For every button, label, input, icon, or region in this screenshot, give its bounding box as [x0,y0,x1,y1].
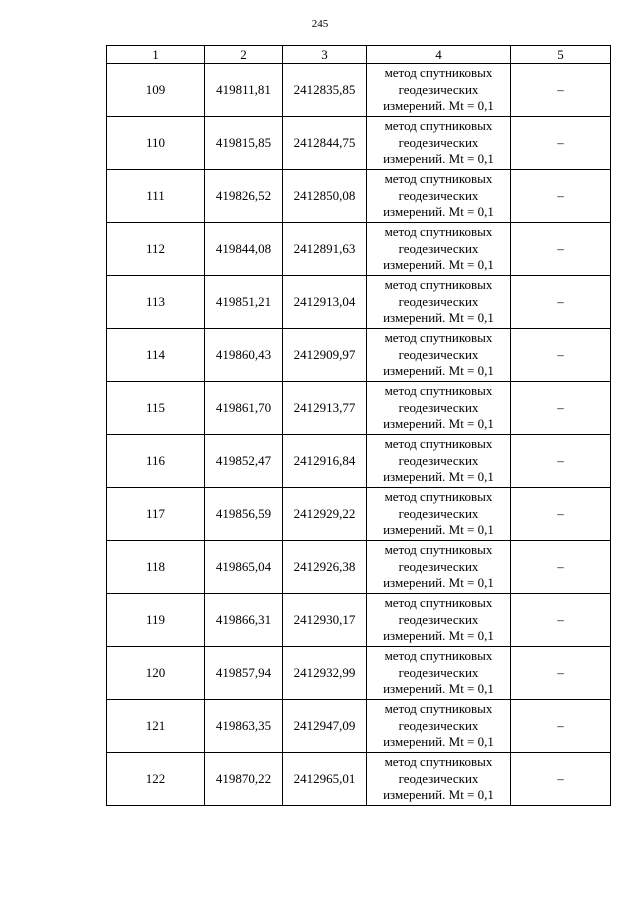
method-text-line: измерений. Mt = 0,1 [383,151,494,167]
x-coordinate-cell: 419811,81 [205,64,283,117]
table-row [107,594,611,647]
point-number-cell: 119 [107,594,205,647]
y-coordinate-cell: 2412926,38 [283,541,367,594]
method-text-line: измерений. Mt = 0,1 [383,416,494,432]
method-text-line: геодезических [398,346,479,362]
method-text-line: метод спутниковых [384,277,493,293]
method-text-line: метод спутниковых [384,542,493,558]
header-col-3: 3 [283,46,367,64]
x-coordinate-cell: 419852,47 [205,435,283,488]
x-coordinate-cell: 419856,59 [205,488,283,541]
point-number-cell: 116 [107,435,205,488]
x-coordinate-cell: 419815,85 [205,117,283,170]
y-coordinate-cell: 2412916,84 [283,435,367,488]
point-number-cell: 120 [107,647,205,700]
method-text-line: геодезических [398,505,479,521]
y-coordinate-cell: 2412909,97 [283,329,367,382]
method-text-line: метод спутниковых [384,171,493,187]
method-cell [367,329,511,382]
method-text-line: метод спутниковых [384,595,493,611]
method-cell [367,594,511,647]
method-text-line: метод спутниковых [384,754,493,770]
table-row [107,64,611,117]
table-row [107,223,611,276]
column-5-cell: – [511,647,611,700]
header-col-2: 2 [205,46,283,64]
header-col-5: 5 [511,46,611,64]
x-coordinate-cell: 419860,43 [205,329,283,382]
x-coordinate-cell: 419844,08 [205,223,283,276]
method-text-line: геодезических [398,399,479,415]
point-number-cell: 118 [107,541,205,594]
column-5-cell: – [511,594,611,647]
table-row [107,329,611,382]
column-5-cell: – [511,64,611,117]
column-5-cell: – [511,488,611,541]
method-text-line: метод спутниковых [384,330,493,346]
page-number: 245 [311,18,329,30]
column-5-cell: – [511,541,611,594]
y-coordinate-cell: 2412844,75 [283,117,367,170]
point-number-cell: 111 [107,170,205,223]
table-row [107,117,611,170]
point-number-cell: 110 [107,117,205,170]
point-number-cell: 117 [107,488,205,541]
table-row [107,382,611,435]
y-coordinate-cell: 2412850,08 [283,170,367,223]
y-coordinate-cell: 2412965,01 [283,753,367,806]
method-text-line: геодезических [398,134,479,150]
method-cell [367,170,511,223]
method-text-line: метод спутниковых [384,701,493,717]
method-text-line: измерений. Mt = 0,1 [383,681,494,697]
y-coordinate-cell: 2412947,09 [283,700,367,753]
method-cell [367,435,511,488]
method-text-line: измерений. Mt = 0,1 [383,734,494,750]
y-coordinate-cell: 2412930,17 [283,594,367,647]
method-text-line: измерений. Mt = 0,1 [383,98,494,114]
method-text-line: геодезических [398,664,479,680]
method-cell [367,117,511,170]
method-text-line: метод спутниковых [384,648,493,664]
x-coordinate-cell: 419861,70 [205,382,283,435]
x-coordinate-cell: 419865,04 [205,541,283,594]
method-text-line: метод спутниковых [384,436,493,452]
x-coordinate-cell: 419863,35 [205,700,283,753]
column-5-cell: – [511,329,611,382]
table-row [107,488,611,541]
x-coordinate-cell: 419866,31 [205,594,283,647]
y-coordinate-cell: 2412913,04 [283,276,367,329]
x-coordinate-cell: 419851,21 [205,276,283,329]
header-col-1: 1 [107,46,205,64]
method-text-line: измерений. Mt = 0,1 [383,363,494,379]
point-number-cell: 112 [107,223,205,276]
point-number-cell: 121 [107,700,205,753]
table-body [107,64,611,806]
column-5-cell: – [511,276,611,329]
y-coordinate-cell: 2412835,85 [283,64,367,117]
method-text-line: измерений. Mt = 0,1 [383,522,494,538]
point-number-cell: 114 [107,329,205,382]
method-text-line: геодезических [398,293,479,309]
method-cell [367,700,511,753]
method-cell [367,647,511,700]
method-cell [367,488,511,541]
method-text-line: метод спутниковых [384,383,493,399]
method-text-line: геодезических [398,187,479,203]
table-row [107,276,611,329]
table-row [107,647,611,700]
column-5-cell: – [511,117,611,170]
table-row [107,541,611,594]
method-cell [367,541,511,594]
point-number-cell: 109 [107,64,205,117]
method-text-line: геодезических [398,770,479,786]
method-cell [367,382,511,435]
coordinates-table [106,45,611,806]
point-number-cell: 122 [107,753,205,806]
method-text-line: измерений. Mt = 0,1 [383,469,494,485]
y-coordinate-cell: 2412913,77 [283,382,367,435]
x-coordinate-cell: 419857,94 [205,647,283,700]
method-text-line: измерений. Mt = 0,1 [383,575,494,591]
table-row [107,170,611,223]
column-5-cell: – [511,700,611,753]
method-cell [367,223,511,276]
column-5-cell: – [511,223,611,276]
y-coordinate-cell: 2412891,63 [283,223,367,276]
method-text-line: метод спутниковых [384,489,493,505]
method-text-line: метод спутниковых [384,224,493,240]
point-number-cell: 113 [107,276,205,329]
method-text-line: геодезических [398,611,479,627]
header-row [107,46,611,64]
method-text-line: метод спутниковых [384,65,493,81]
table-row [107,700,611,753]
method-text-line: метод спутниковых [384,118,493,134]
point-number-cell: 115 [107,382,205,435]
x-coordinate-cell: 419826,52 [205,170,283,223]
y-coordinate-cell: 2412929,22 [283,488,367,541]
method-text-line: измерений. Mt = 0,1 [383,310,494,326]
column-5-cell: – [511,170,611,223]
method-text-line: измерений. Mt = 0,1 [383,628,494,644]
method-text-line: измерений. Mt = 0,1 [383,257,494,273]
method-text-line: геодезических [398,717,479,733]
method-cell [367,753,511,806]
x-coordinate-cell: 419870,22 [205,753,283,806]
method-text-line: геодезических [398,240,479,256]
method-cell [367,276,511,329]
header-col-4: 4 [367,46,511,64]
column-5-cell: – [511,753,611,806]
column-5-cell: – [511,435,611,488]
method-text-line: измерений. Mt = 0,1 [383,787,494,803]
method-text-line: геодезических [398,452,479,468]
table-row [107,435,611,488]
table-row [107,753,611,806]
method-text-line: геодезических [398,558,479,574]
method-cell [367,64,511,117]
method-text-line: измерений. Mt = 0,1 [383,204,494,220]
method-text-line: геодезических [398,81,479,97]
column-5-cell: – [511,382,611,435]
y-coordinate-cell: 2412932,99 [283,647,367,700]
